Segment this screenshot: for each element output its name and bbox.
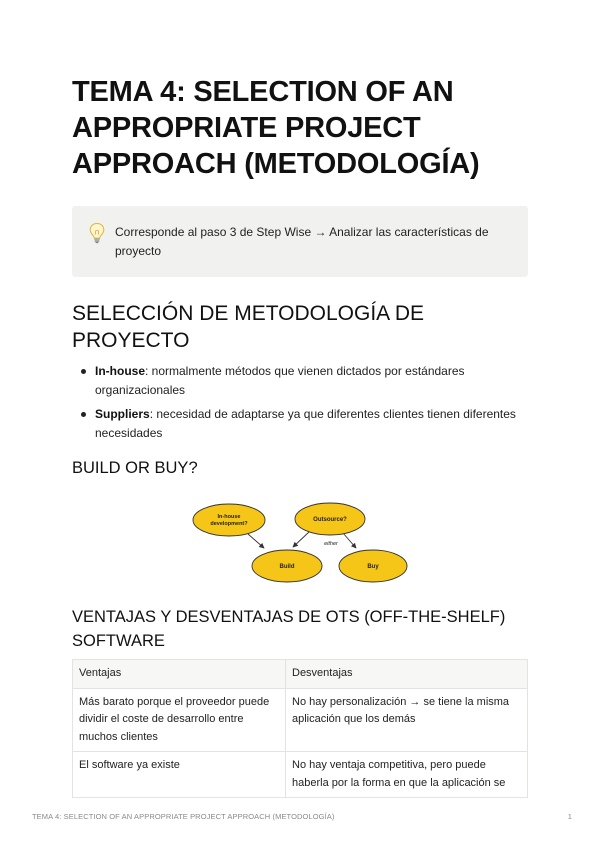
edge-outsource-build (293, 532, 309, 547)
edge-label-either: either (324, 541, 338, 547)
list-item-text: : necesidad de adaptarse ya que diferentes clientes tienen diferentes necesidades (95, 407, 516, 440)
table-row (73, 688, 528, 752)
table-row (73, 752, 528, 798)
table-cell: Más barato porque el proveedor puede dividir el coste de desarrollo entre muchos clientes (73, 688, 286, 752)
table-header-desventajas: Desventajas (286, 660, 528, 689)
callout-text: Corresponde al paso 3 de Step Wise → Analizar las características de proyecto (115, 225, 489, 258)
node-build-label: Build (279, 564, 295, 570)
node-buy-label: Buy (367, 564, 379, 570)
list-item-text: : normalmente métodos que vienen dictados por estándares organizacionales (95, 364, 465, 397)
table-header-ventajas: Ventajas (73, 660, 286, 689)
table-cell: No hay ventaja competitiva, pero puede haberla por la forma en que la aplicación se (286, 752, 528, 798)
list-item (72, 362, 528, 400)
bullet-list (72, 362, 528, 448)
list-item (72, 405, 528, 443)
node-inhouse-label-2: development? (210, 521, 248, 527)
section-heading-metodologia: SELECCIÓN DE METODOLOGÍA DE PROYECTO (72, 302, 425, 352)
table-cell: No hay personalización → se tiene la misma aplicación que los demás (286, 688, 528, 752)
list-item-term: In-house (95, 364, 145, 378)
edge-inhouse-build (248, 534, 264, 548)
page-number: 1 (567, 812, 572, 821)
lightbulb-icon (88, 222, 106, 244)
build-or-buy-diagram (190, 497, 410, 594)
page-footer (32, 812, 572, 821)
footer-title: TEMA 4: SELECTION OF AN APPROPRIATE PROJECT APPROACH (METODOLOGÍA) (32, 812, 335, 821)
list-item-term: Suppliers (95, 407, 150, 421)
page-title: TEMA 4: SELECTION OF AN APPROPRIATE PROJECT APPROACH (METODOLOGÍA) (72, 76, 480, 180)
table-cell: El software ya existe (73, 752, 286, 798)
section-heading-build-or-buy: BUILD OR BUY? (72, 459, 198, 477)
section-heading-ots: VENTAJAS Y DESVENTAJAS DE OTS (OFF-THE-SHELF) SOFTWARE (72, 608, 506, 650)
node-inhouse (193, 504, 265, 536)
table-header-row (73, 660, 528, 689)
node-outsource-label: Outsource? (313, 517, 347, 523)
callout-box (72, 206, 528, 277)
node-inhouse-label: In-house (217, 514, 241, 520)
pros-cons-table (72, 659, 528, 798)
edge-outsource-buy (343, 533, 356, 548)
